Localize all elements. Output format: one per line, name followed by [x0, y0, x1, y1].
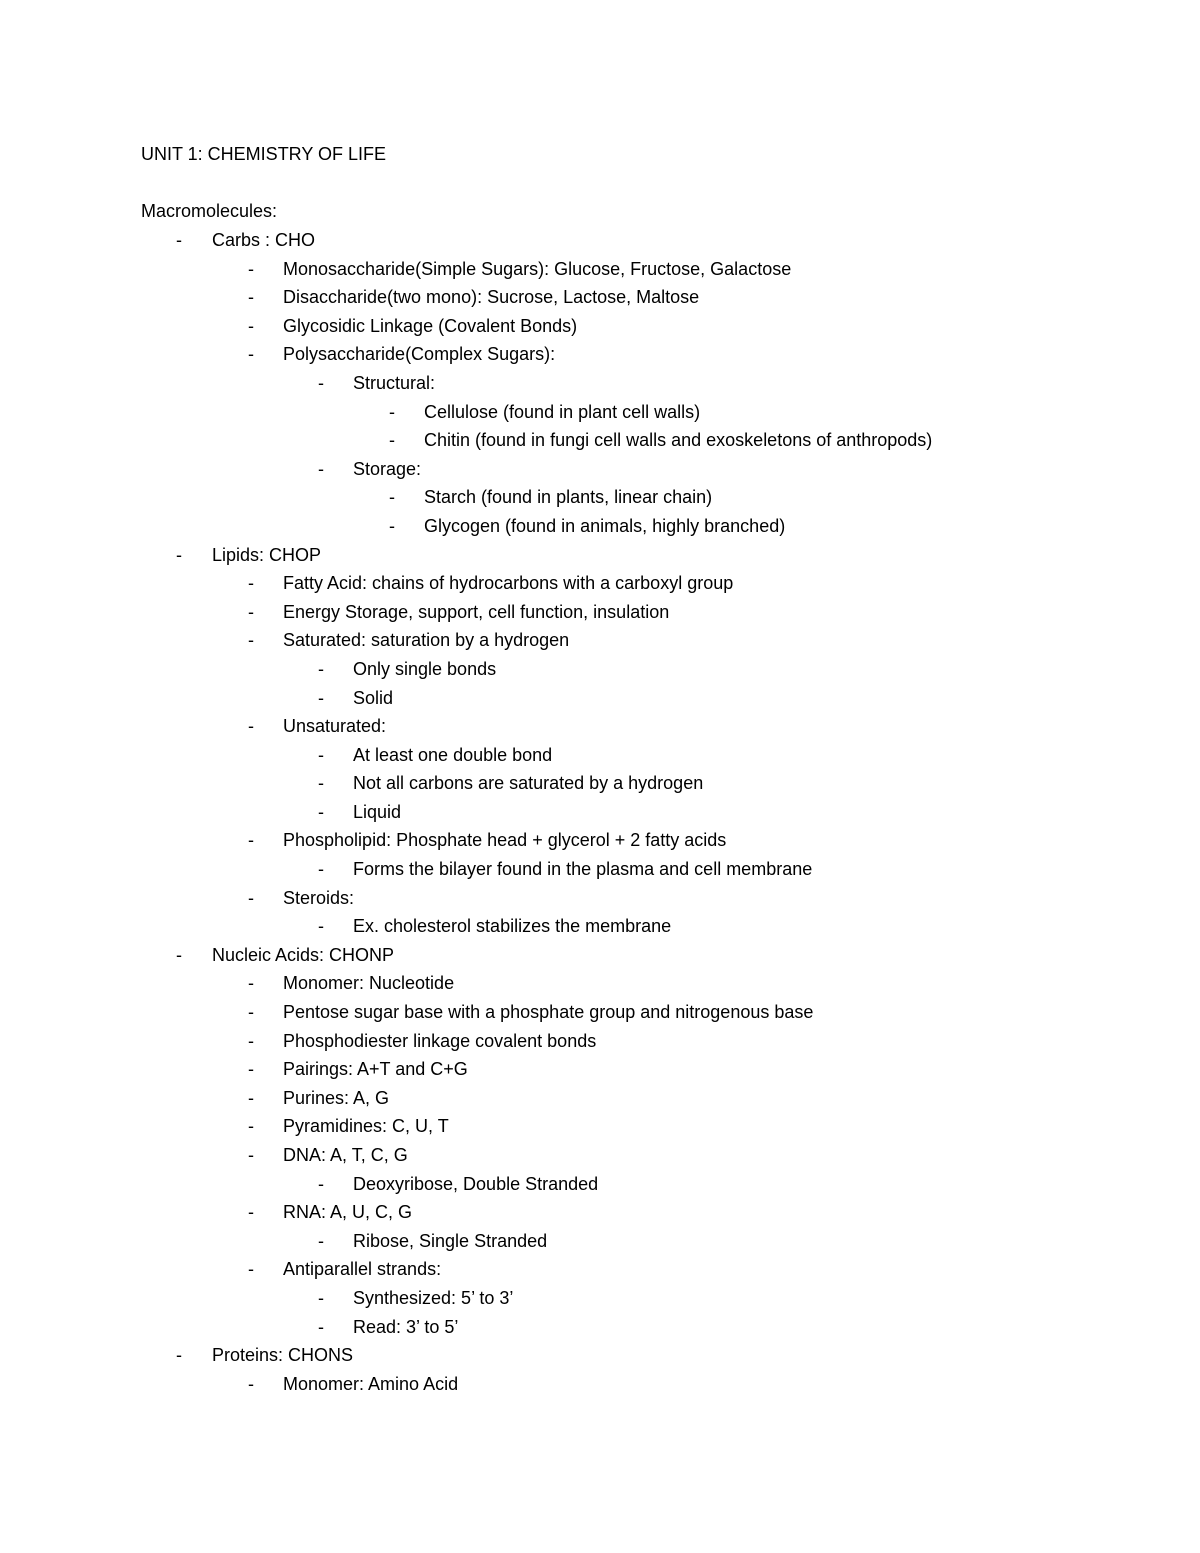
outline-item-level-4: [0, 512, 1200, 541]
bullet-dash: -: [318, 658, 324, 679]
outline-item-text: Purines: A, G: [283, 1087, 390, 1108]
outline-item-level-2: [0, 826, 1200, 855]
outline-item-text: Ribose, Single Stranded: [353, 1230, 548, 1251]
bullet-dash: -: [248, 1059, 254, 1080]
outline-item-text: RNA: A, U, C, G: [283, 1202, 413, 1223]
outline-item-level-3: [0, 912, 1200, 941]
outline-item-text: Pyramidines: C, U, T: [283, 1116, 449, 1137]
bullet-dash: -: [248, 1116, 254, 1137]
document-title: UNIT 1: CHEMISTRY OF LIFE: [141, 144, 387, 164]
bullet-dash: -: [176, 944, 182, 965]
outline-item-text: Forms the bilayer found in the plasma and cell membrane: [353, 859, 813, 880]
bullet-dash: -: [389, 487, 395, 508]
outline-item-text: Deoxyribose, Double Stranded: [353, 1173, 599, 1194]
outline-item-level-1: [0, 1341, 1200, 1370]
outline-item-level-4: [0, 426, 1200, 455]
outline-item-text: Structural:: [353, 372, 436, 393]
outline-item-level-2: [0, 998, 1200, 1027]
outline-item-text: Monomer: Amino Acid: [283, 1373, 459, 1394]
bullet-dash: -: [248, 1145, 254, 1165]
bullet-dash: -: [248, 1030, 254, 1051]
outline-item-text: Storage:: [353, 458, 422, 479]
bullet-dash: -: [318, 859, 324, 880]
outline-item-text: Proteins: CHONS: [212, 1345, 354, 1366]
outline-item-text: Pairings: A+T and C+G: [283, 1059, 468, 1080]
outline-item-text: Lipids: CHOP: [212, 544, 322, 565]
outline-item-text: Synthesized: 5’ to 3’: [353, 1287, 514, 1308]
bullet-dash: -: [248, 1373, 254, 1394]
outline-item-text: Disaccharide(two mono): Sucrose, Lactose, Maltose: [283, 287, 700, 308]
outline-item-text: Solid: [353, 687, 394, 708]
bullet-dash: -: [248, 287, 254, 308]
outline-item-text: DNA: A, T, C, G: [283, 1145, 408, 1165]
bullet-dash: -: [176, 230, 182, 250]
bullet-dash: -: [318, 916, 324, 937]
outline-item-text: Monomer: Nucleotide: [283, 973, 455, 994]
bullet-dash: -: [248, 887, 254, 908]
bullet-dash: -: [318, 1230, 324, 1251]
bullet-dash: -: [248, 630, 254, 651]
bullet-dash: -: [248, 973, 254, 994]
outline-item-text: Fatty Acid: chains of hydrocarbons with a carboxyl group: [283, 573, 734, 594]
outline-item-text: Glycogen (found in animals, highly branched): [424, 515, 786, 536]
outline-item-text: Phospholipid: Phosphate head + glycerol + 2 fatty acids: [283, 830, 727, 851]
bullet-dash: -: [248, 258, 254, 279]
outline-item-text: Only single bonds: [353, 658, 497, 679]
outline-item-level-3: [0, 684, 1200, 713]
bullet-dash: -: [389, 515, 395, 536]
bullet-dash: -: [248, 1002, 254, 1023]
outline-item-text: Steroids:: [283, 887, 355, 908]
bullet-dash: -: [248, 1259, 254, 1280]
outline-item-level-3: [0, 455, 1200, 484]
outline-item-text: Read: 3’ to 5’: [353, 1316, 459, 1337]
bullet-dash: -: [318, 1287, 324, 1308]
outline-item-level-2: [0, 1198, 1200, 1227]
outline-list: [0, 226, 1200, 1398]
outline-item-level-2: [0, 598, 1200, 627]
outline-item-level-3: [0, 741, 1200, 770]
outline-item-level-2: [0, 255, 1200, 284]
outline-item-level-4: [0, 398, 1200, 427]
outline-item-text: Liquid: [353, 801, 402, 822]
outline-item-text: Cellulose (found in plant cell walls): [424, 401, 701, 422]
bullet-dash: -: [248, 716, 254, 737]
outline-item-level-3: [0, 798, 1200, 827]
outline-item-text: Energy Storage, support, cell function, insulation: [283, 601, 670, 622]
outline-item-level-3: [0, 1227, 1200, 1256]
outline-item-level-1: [0, 941, 1200, 970]
bullet-dash: -: [248, 344, 254, 365]
outline-item-level-1: [0, 226, 1200, 255]
bullet-dash: -: [248, 601, 254, 622]
bullet-dash: -: [176, 1345, 182, 1366]
outline-item-level-2: [0, 884, 1200, 913]
outline-item-level-3: [0, 369, 1200, 398]
outline-item-text: Carbs : CHO: [212, 230, 316, 250]
outline-item-text: Pentose sugar base with a phosphate group and nitrogenous base: [283, 1002, 814, 1023]
section-heading-macromolecules: Macromolecules:: [141, 201, 278, 221]
outline-item-text: Glycosidic Linkage (Covalent Bonds): [283, 315, 578, 336]
bullet-dash: -: [248, 1087, 254, 1108]
bullet-dash: -: [318, 687, 324, 708]
bullet-dash: -: [389, 430, 395, 451]
outline-item-text: Phosphodiester linkage covalent bonds: [283, 1030, 597, 1051]
outline-item-level-2: [0, 969, 1200, 998]
outline-item-level-3: [0, 1284, 1200, 1313]
outline-item-text: Nucleic Acids: CHONP: [212, 944, 395, 965]
bullet-dash: -: [318, 1173, 324, 1194]
bullet-dash: -: [318, 372, 324, 393]
outline-item-level-3: [0, 855, 1200, 884]
bullet-dash: -: [248, 573, 254, 594]
outline-item-level-2: [0, 1055, 1200, 1084]
outline-item-text: Monosaccharide(Simple Sugars): Glucose, Fructose, Galactose: [283, 258, 792, 279]
outline-item-level-2: [0, 1027, 1200, 1056]
bullet-dash: -: [318, 801, 324, 822]
outline-item-text: Not all carbons are saturated by a hydrogen: [353, 773, 704, 794]
outline-item-level-2: [0, 1141, 1200, 1170]
outline-item-level-2: [0, 626, 1200, 655]
outline-item-level-2: [0, 1370, 1200, 1399]
bullet-dash: -: [248, 1202, 254, 1223]
outline-item-level-2: [0, 1255, 1200, 1284]
outline-item-text: At least one double bond: [353, 744, 553, 765]
outline-item-level-2: [0, 569, 1200, 598]
outline-item-text: Saturated: saturation by a hydrogen: [283, 630, 570, 651]
outline-item-text: Ex. cholesterol stabilizes the membrane: [353, 916, 672, 937]
bullet-dash: -: [248, 315, 254, 336]
bullet-dash: -: [318, 744, 324, 765]
bullet-dash: -: [248, 830, 254, 851]
outline-item-level-1: [0, 541, 1200, 570]
outline-item-text: Starch (found in plants, linear chain): [424, 487, 713, 508]
outline-item-text: Antiparallel strands:: [283, 1259, 442, 1280]
outline-item-level-4: [0, 483, 1200, 512]
outline-item-level-2: [0, 1112, 1200, 1141]
outline-item-text: Unsaturated:: [283, 716, 387, 737]
outline-item-level-2: [0, 340, 1200, 369]
bullet-dash: -: [318, 458, 324, 479]
outline-item-level-2: [0, 312, 1200, 341]
outline-item-level-3: [0, 1313, 1200, 1342]
outline-item-level-3: [0, 655, 1200, 684]
bullet-dash: -: [318, 1316, 324, 1337]
outline-item-level-2: [0, 712, 1200, 741]
bullet-dash: -: [176, 544, 182, 565]
outline-item-level-3: [0, 769, 1200, 798]
bullet-dash: -: [389, 401, 395, 422]
bullet-dash: -: [318, 773, 324, 794]
outline-item-level-2: [0, 1084, 1200, 1113]
outline-item-level-2: [0, 283, 1200, 312]
outline-item-text: Chitin (found in fungi cell walls and exoskeletons of anthropods): [424, 430, 933, 451]
outline-item-level-3: [0, 1170, 1200, 1199]
outline-item-text: Polysaccharide(Complex Sugars):: [283, 344, 556, 365]
